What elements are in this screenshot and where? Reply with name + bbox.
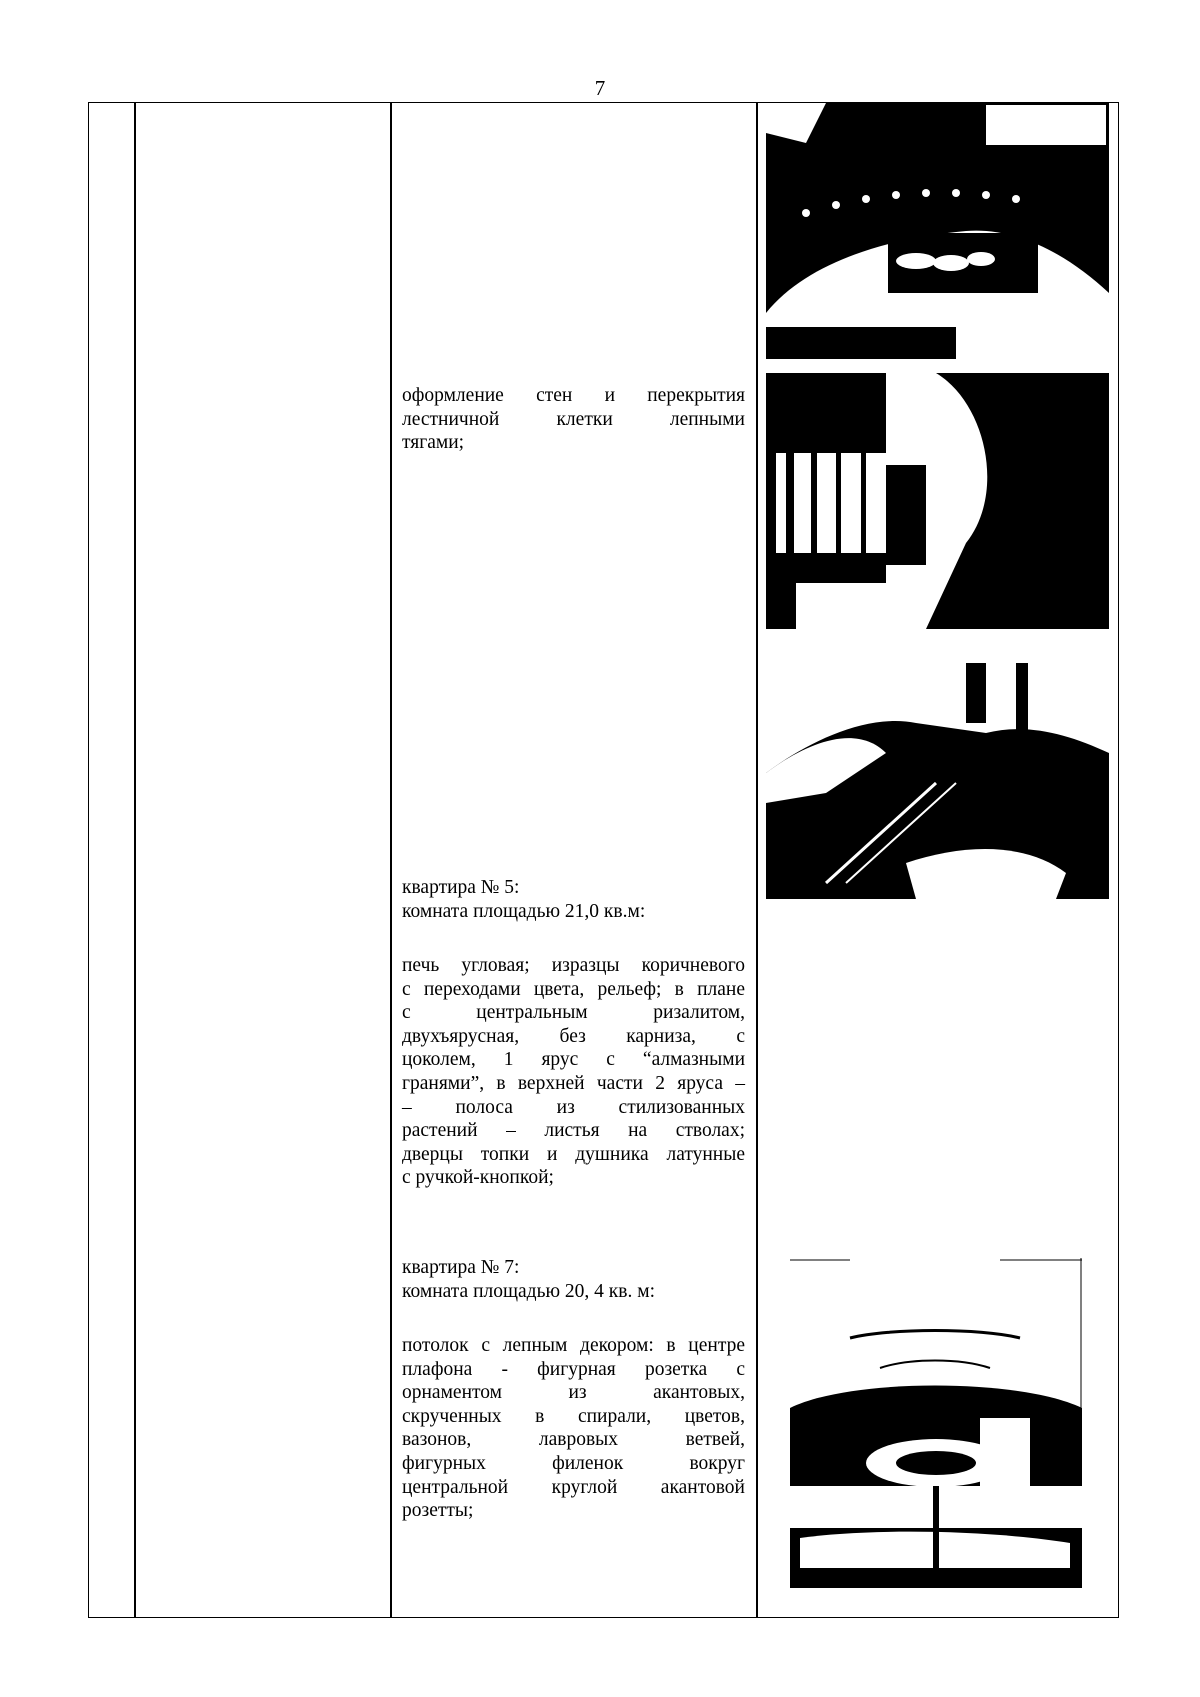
apartment-7-description [402,1334,745,1523]
apartment-7-heading: квартира № 7: [402,1257,520,1278]
photo-ceiling-corner [766,643,1109,899]
apartment-7-room: комната площадью 20, 4 кв. м: [402,1280,655,1302]
apt5-line-3: с центральным ризалитом, [402,1002,745,1024]
apartment-7-section [402,1256,745,1303]
apt5-line-7: – полоса из стилизованных [402,1096,745,1118]
apt7-line-7: центральной круглой акантовой [402,1476,745,1498]
column-divider-1 [134,102,136,1618]
apt5-line-1: печь угловая; изразцы коричневого [402,955,745,976]
apt5-line-2: с переходами цвета, рельеф; в плане [402,978,745,1000]
apartment-5-heading: квартира № 5: [402,877,520,898]
apartment-5-section [402,876,745,923]
apt7-line-1: потолок с лепным декором: в центре [402,1335,745,1356]
apt5-line-8: растений – листья на стволах; [402,1120,745,1142]
stair-line-1: оформление стен и перекрытия [402,385,745,406]
stair-line-2: лестничной клетки лепными [402,408,745,430]
stair-line-3: тягами; [402,432,465,454]
apt5-line-4: двухъярусная, без карниза, с [402,1025,745,1047]
apt5-line-10: с ручкой-кнопкой; [402,1167,554,1189]
photo-cornice-molding [766,103,1109,359]
column-divider-2 [390,102,392,1618]
apt7-line-8: розетты; [402,1500,474,1522]
apt7-line-4: скрученных в спирали, цветов, [402,1405,745,1427]
photo-wall-molding [766,373,1109,629]
stair-decor-description [402,384,745,455]
apt5-line-5: цоколем, 1 ярус с “алмазными [402,1049,745,1071]
apt5-line-9: дверцы топки и душника латунные [402,1143,745,1165]
apt7-line-2: плафона - фигурная розетка с [402,1358,745,1380]
photo-ceiling-rosette [790,1258,1082,1588]
apartment-5-room: комната площадью 21,0 кв.м: [402,900,646,922]
apartment-5-description [402,954,745,1190]
apt7-line-5: вазонов, лавровых ветвей, [402,1429,745,1451]
column-divider-3 [756,102,758,1618]
apt5-line-6: гранями”, в верхней части 2 яруса – [402,1072,745,1094]
page-number: 7 [594,76,606,100]
apt7-line-6: фигурных филенок вокруг [402,1452,745,1474]
apt7-line-3: орнаментом из акантовых, [402,1382,745,1404]
